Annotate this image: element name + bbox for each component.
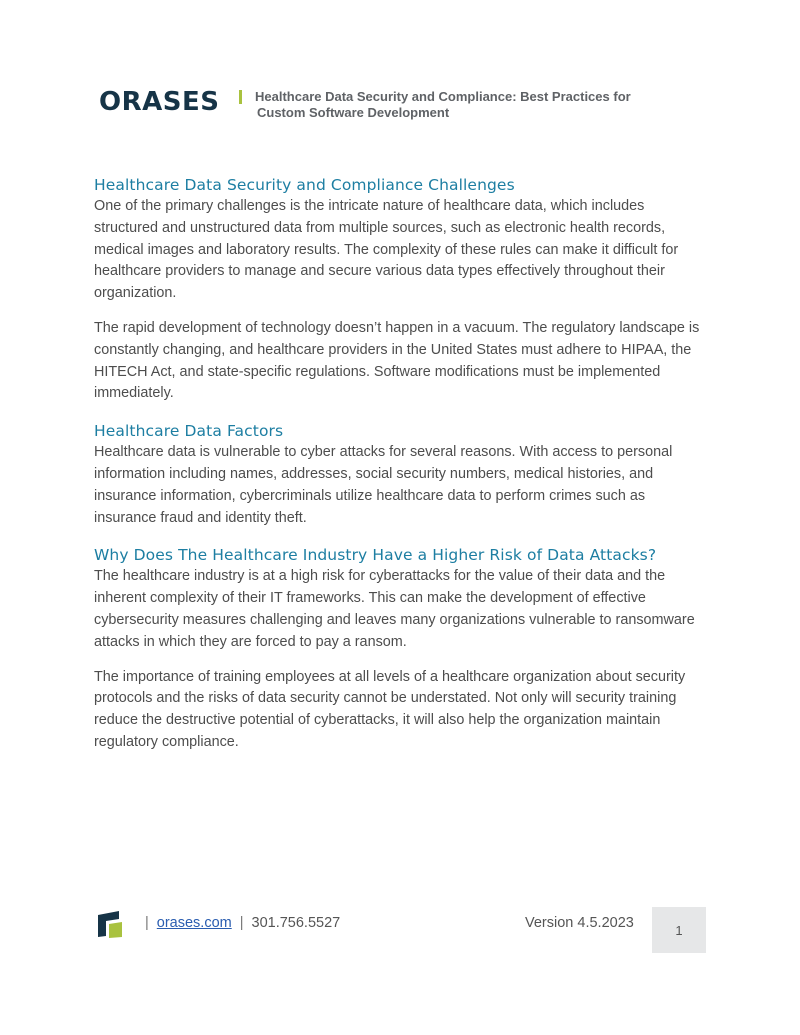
logo-text: ORASES: [99, 87, 220, 117]
orases-logo: [95, 87, 220, 117]
footer-separator: |: [145, 915, 149, 931]
footer-separator: |: [239, 915, 244, 931]
paragraph: One of the primary challenges is the intricate nature of healthcare data, which includes structured and unstructured data from multiple sources, such as electronic health records, medical images and laboratory results. The complexity of these rules can make it difficult for healthcare providers to manage and secure various data types effectively throughout their organization.: [94, 198, 679, 302]
paragraph: The importance of training employees at all levels of a healthcare organization about security protocols and the risks of data security cannot be understated. Not only will security training reduce the destructive potential of cyberattacks, it will also help the organization maintain regulatory compliance.: [94, 668, 686, 750]
section-heading: Healthcare Data Security and Compliance Challenges: [94, 176, 515, 194]
paragraph: Healthcare data is vulnerable to cyber attacks for several reasons. With access to personal information including names, addresses, social security numbers, medical histories, and insurance information, cybercriminals utilize healthcare data to perform crimes such as insurance fraud and identity theft.: [94, 444, 673, 526]
version-label: Version 4.5.2023: [525, 915, 634, 931]
paragraph: The rapid development of technology doesn’t happen in a vacuum. The regulatory landscape is constantly changing, and healthcare providers in the United States must adhere to HIPAA, the HITECH Act, and state-specific regulations. Software modifications must be implemented immediately.: [94, 319, 700, 402]
page-footer: [95, 905, 707, 955]
orases-icon: [95, 909, 125, 939]
website-link[interactable]: orases.com: [156, 915, 232, 931]
section-heading: Why Does The Healthcare Industry Have a Higher Risk of Data Attacks?: [94, 546, 657, 565]
document-title-line2: Custom Software Development: [257, 105, 450, 120]
document-title: [255, 89, 695, 121]
header-divider: [239, 90, 242, 104]
document-title-line1: Healthcare Data Security and Compliance: Best Practices for: [255, 89, 631, 104]
paragraph: The healthcare industry is at a high risk for cyberattacks for the value of their data and the inherent complexity of their IT frameworks. This can make the development of effective cybersecurity measures challenging and leaves many organizations vulnerable to ransomware attacks in which they are forced to pay a ransom.: [94, 568, 695, 650]
section-heading: Healthcare Data Factors: [94, 422, 284, 441]
page-number-box: [652, 907, 706, 953]
document-body: [94, 174, 710, 754]
phone-number: 301.756.5527: [251, 915, 341, 931]
page-header: [95, 88, 715, 128]
footer-contact: [137, 915, 340, 931]
page-number: 1: [675, 922, 683, 938]
